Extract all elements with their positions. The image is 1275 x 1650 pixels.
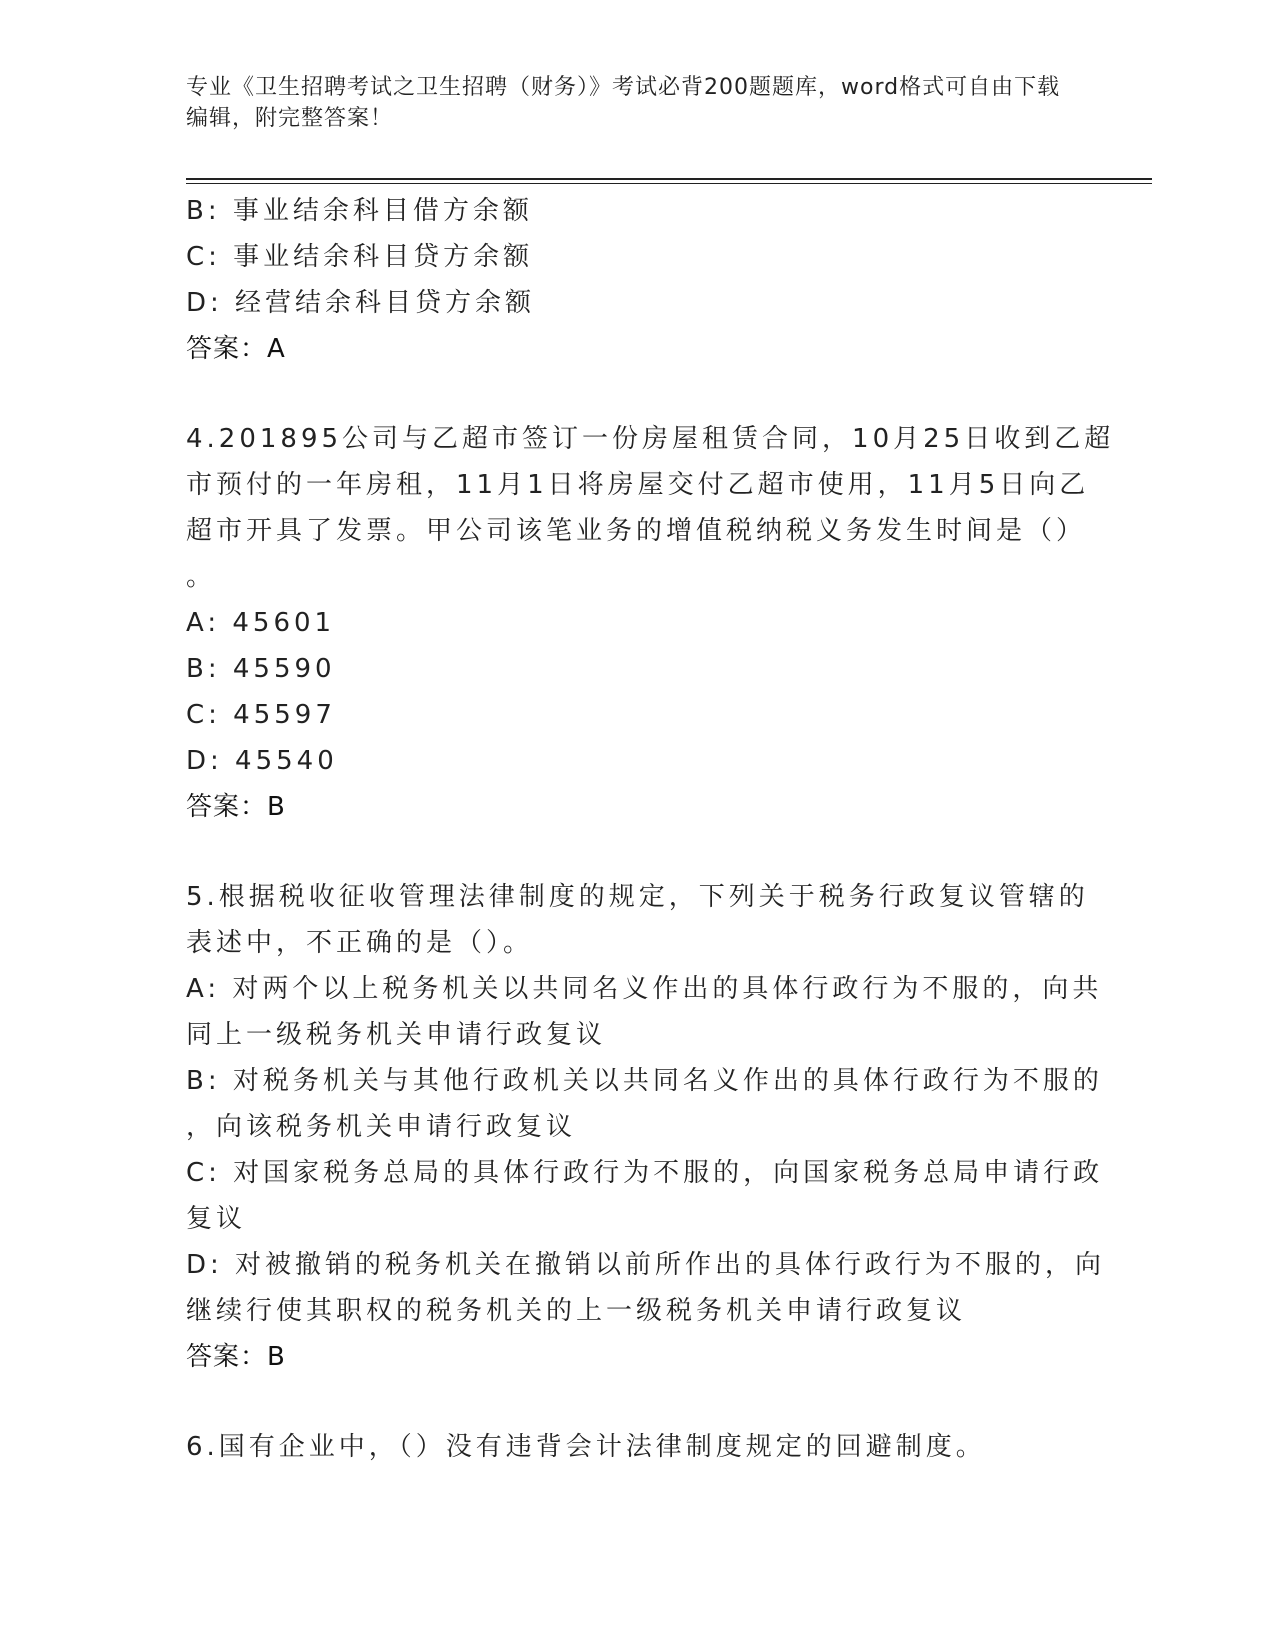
option-a-line: A: 对两个以上税务机关以共同名义作出的具体行政行为不服的，向共 [186, 974, 1103, 1004]
header-rule-thin [186, 183, 1152, 184]
question-stem-line: 市预付的一年房租，11月1日将房屋交付乙超市使用，11月5日向乙 [186, 470, 1090, 500]
option-d-line: D: 对被撤销的税务机关在撤销以前所作出的具体行政行为不服的，向 [186, 1250, 1106, 1280]
option-b-line: B: 对税务机关与其他行政机关以共同名义作出的具体行政行为不服的 [186, 1066, 1103, 1096]
option-d-line: 继续行使其职权的税务机关的上一级税务机关申请行政复议 [186, 1296, 967, 1326]
option-c-line: 复议 [186, 1204, 247, 1234]
header-title: 专业《卫生招聘考试之卫生招聘（财务）》考试必背200题题库，word格式可自由下载编辑，附完整答案！ [186, 75, 1061, 131]
answer-line: 答案：A [186, 334, 286, 364]
option-b-line: ，向该税务机关申请行政复议 [186, 1112, 577, 1142]
option-c: C: 事业结余科目贷方余额 [186, 242, 534, 272]
spacer [186, 1380, 1086, 1424]
header-rule-thick [186, 178, 1152, 180]
document-body [186, 188, 1115, 1470]
option-b: B: 事业结余科目借方余额 [186, 196, 533, 226]
question-stem-line: 表述中，不正确的是（）。 [186, 928, 534, 958]
question-stem-line: 4.201895公司与乙超市签订一份房屋租赁合同，10月25日收到乙超 [186, 424, 1115, 454]
question-4 [186, 416, 1115, 830]
question-stem-line: 6.国有企业中，（）没有违背会计法律制度规定的回避制度。 [186, 1432, 986, 1462]
answer-line: 答案：B [186, 792, 286, 822]
question-5 [186, 874, 1106, 1380]
question-6 [186, 1424, 1086, 1470]
option-d: D: 经营结余科目贷方余额 [186, 288, 536, 318]
option-a-line: 同上一级税务机关申请行政复议 [186, 1020, 607, 1050]
option-b: B: 45590 [186, 654, 336, 684]
spacer [186, 830, 1086, 874]
answer-line: 答案：B [186, 1342, 286, 1372]
document-header [186, 72, 1076, 134]
spacer [186, 372, 1086, 416]
question-stem-line: 。 [186, 562, 217, 592]
option-d: D: 45540 [186, 746, 338, 776]
question-stem-line: 超市开具了发票。甲公司该笔业务的增值税纳税义务发生时间是（） [186, 516, 1087, 546]
option-c-line: C: 对国家税务总局的具体行政行为不服的，向国家税务总局申请行政 [186, 1158, 1104, 1188]
question-stem-line: 5.根据税收征收管理法律制度的规定，下列关于税务行政复议管辖的 [186, 882, 1089, 912]
option-a: A: 45601 [186, 608, 336, 638]
question-3-continued [186, 188, 1086, 372]
option-c: C: 45597 [186, 700, 336, 730]
